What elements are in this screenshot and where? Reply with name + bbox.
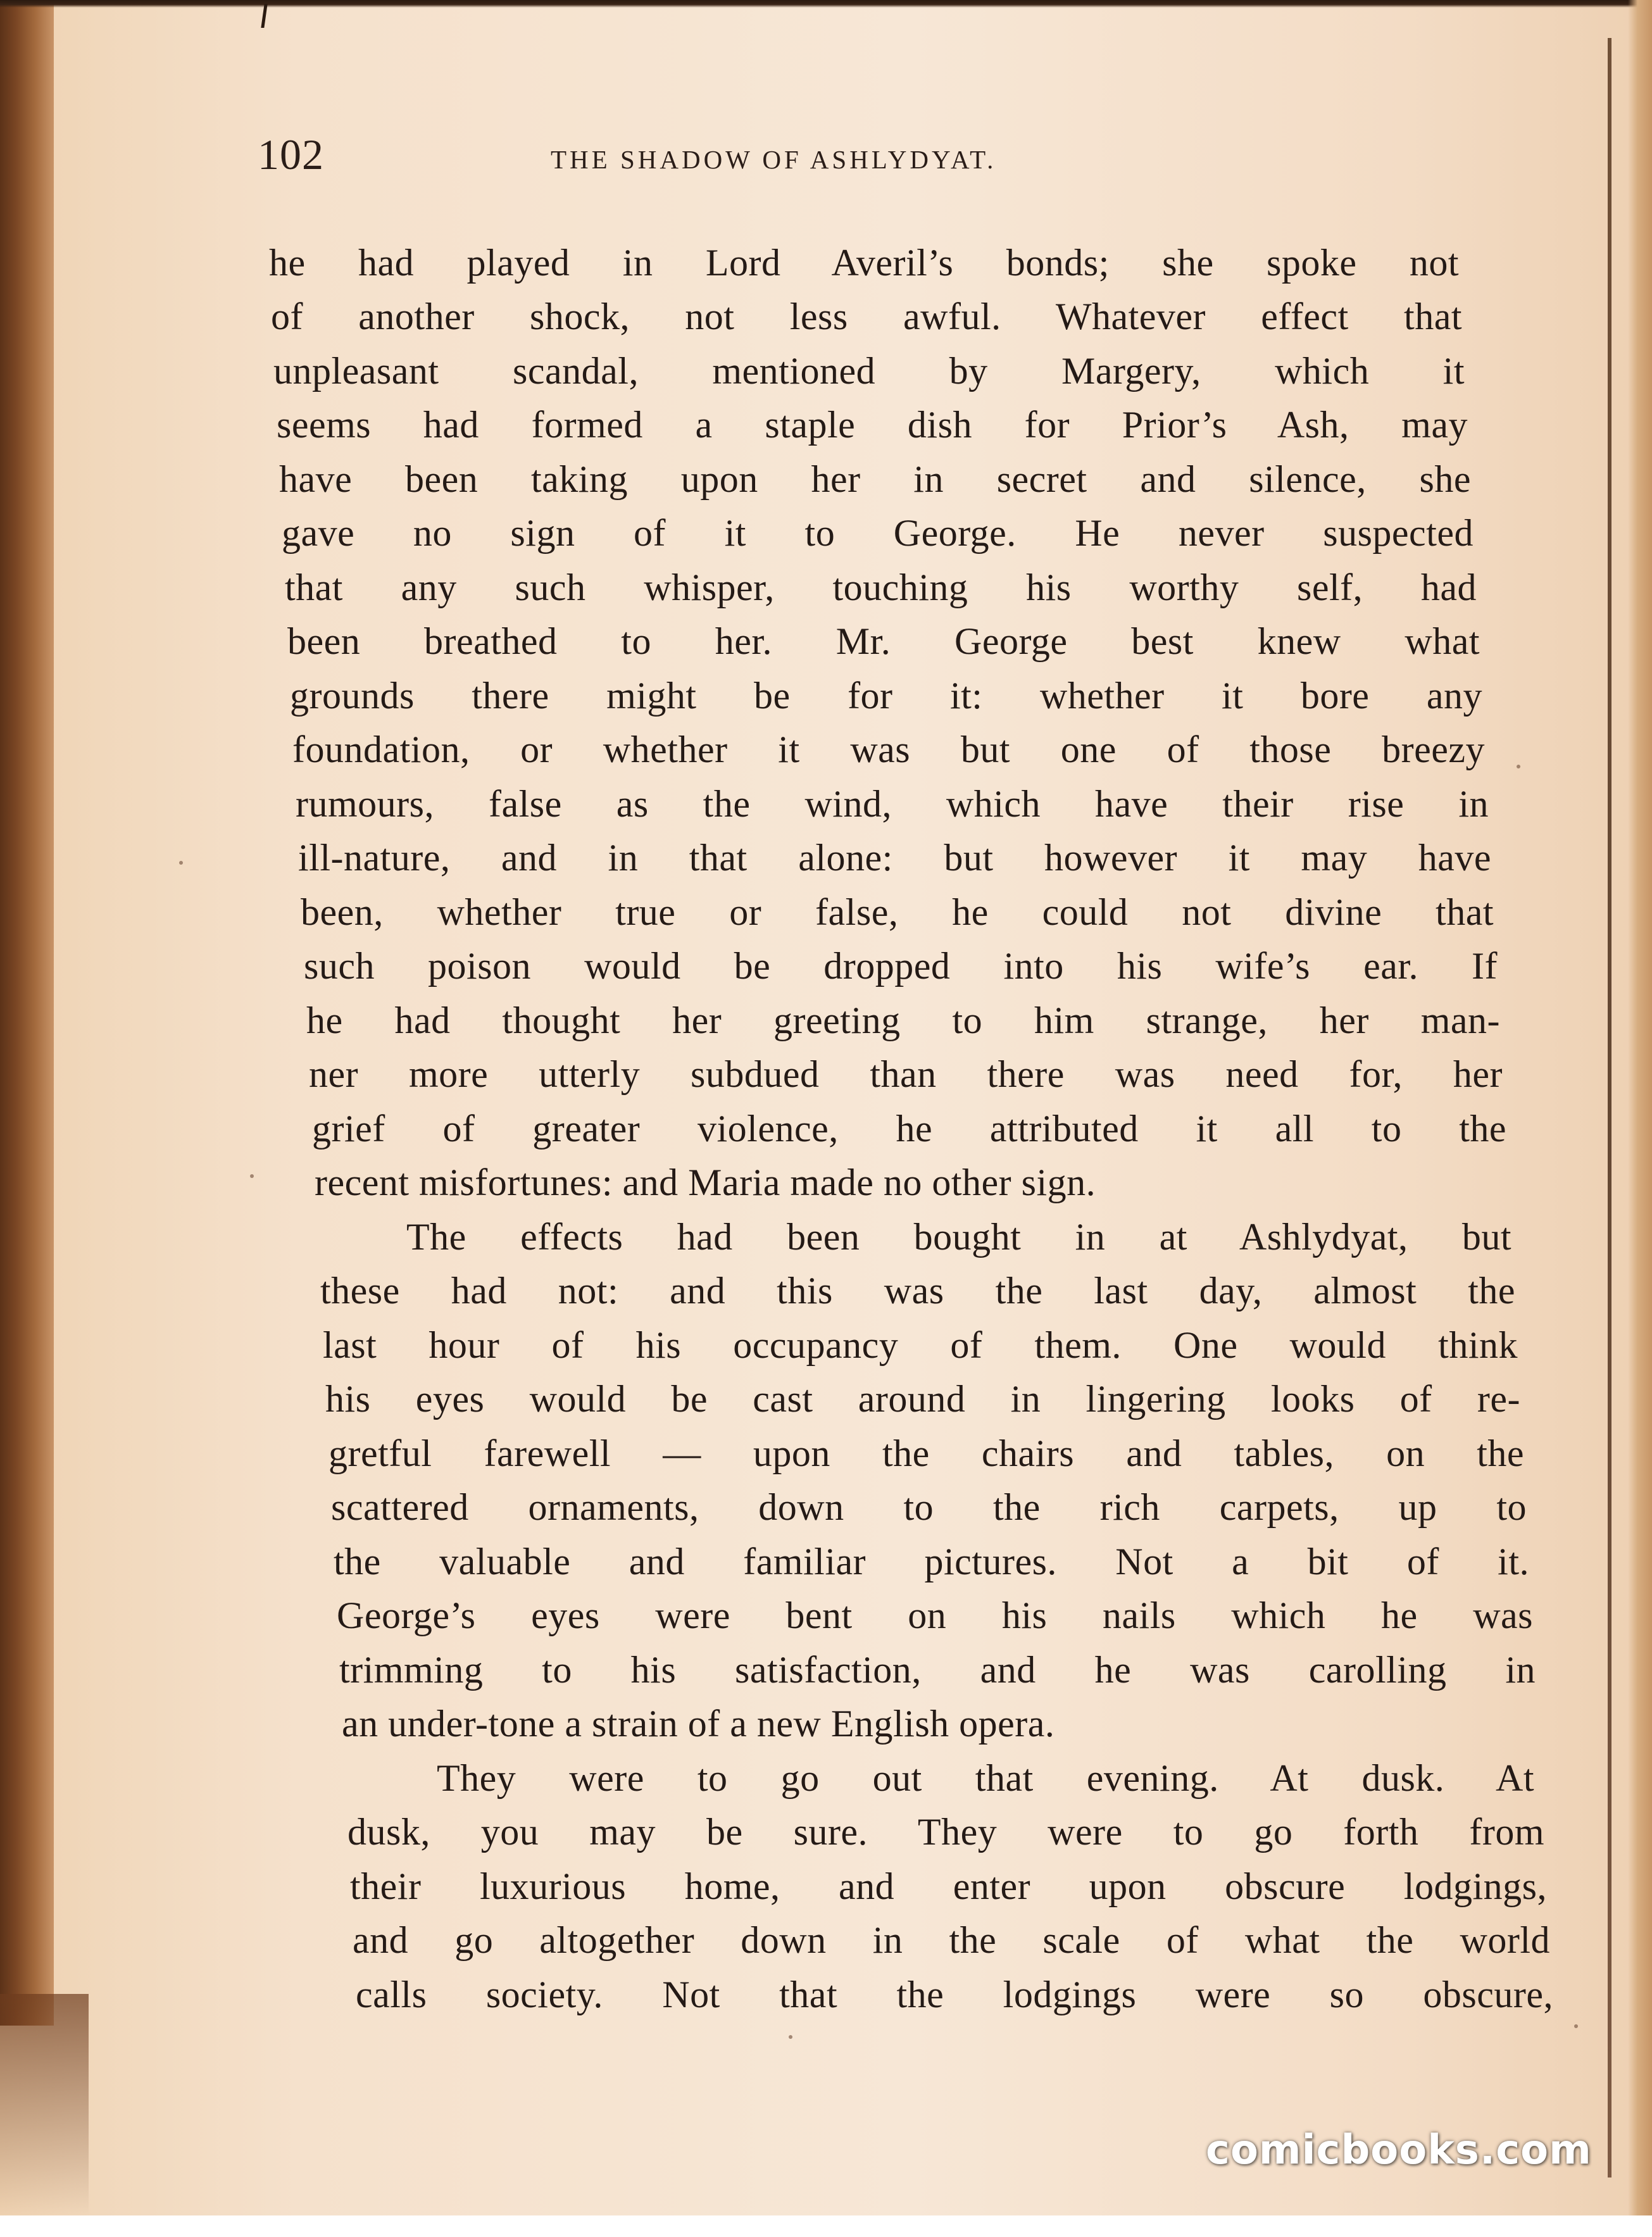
text-line: rumours, false as the wind, which have their rise in — [296, 783, 1489, 825]
text-line: last hour of his occupancy of them. One would think — [323, 1324, 1518, 1366]
text-line: George’s eyes were bent on his nails which he was — [337, 1595, 1533, 1636]
text-line: of another shock, not less awful. Whatever effect that — [271, 296, 1462, 337]
bottom-margin — [0, 2215, 1652, 2237]
text-line: The effects had been bought in at Ashlydyat, but — [406, 1216, 1511, 1258]
book-title: THE SHADOW OF ASHLYDYAT. — [551, 145, 997, 174]
text-line: these had not: and this was the last day, almost the — [320, 1270, 1515, 1312]
text-line: recent misfortunes: and Maria made no other sign. — [315, 1162, 1096, 1203]
page-number: 102 — [258, 130, 324, 179]
text-line: grief of greater violence, he attributed it all to the — [312, 1108, 1506, 1150]
text-line: he had thought her greeting to him strange, her man- — [306, 999, 1500, 1041]
text-line: his eyes would be cast around in lingering looks of re- — [325, 1378, 1520, 1420]
text-line: unpleasant scandal, mentioned by Margery, which it — [273, 350, 1465, 392]
text-line: ner more utterly subdued than there was need for, her — [309, 1053, 1503, 1095]
text-line: ill-nature, and in that alone: but however it may have — [298, 837, 1491, 879]
text-line: that any such whisper, touching his worthy self, had — [285, 567, 1477, 608]
text-line: dusk, you may be sure. They were to go forth from — [347, 1811, 1544, 1853]
text-line: have been taking upon her in secret and silence, she — [279, 458, 1471, 500]
text-line: seems had formed a staple dish for Prior’s Ash, may — [277, 404, 1468, 446]
text-line: grounds there might be for it: whether it bore any — [290, 675, 1482, 717]
text-line: scattered ornaments, down to the rich carpets, up to — [331, 1486, 1527, 1528]
text-line: foundation, or whether it was but one of those breezy — [292, 729, 1485, 770]
text-line: been, whether true or false, he could not divine that — [301, 891, 1494, 933]
text-line: he had played in Lord Averil’s bonds; she spoke not — [269, 242, 1459, 284]
text-line: such poison would be dropped into his wife’s ear. If — [304, 945, 1498, 987]
text-line: and go altogether down in the scale of what the world — [353, 1919, 1550, 1961]
text-line: been breathed to her. Mr. George best knew what — [287, 620, 1480, 662]
text-line: an under-tone a strain of a new English opera. — [342, 1703, 1055, 1745]
text-line: gave no sign of it to George. He never suspected — [282, 512, 1474, 554]
text-line: their luxurious home, and enter upon obscure lodgings, — [350, 1865, 1547, 1907]
text-line: calls society. Not that the lodgings were so obscure, — [356, 1974, 1553, 2015]
watermark-logo: comicbooks.com — [1206, 2127, 1592, 2174]
text-line: They were to go out that evening. At dusk. At — [437, 1757, 1534, 1799]
text-line: gretful farewell — upon the chairs and tables, on the — [329, 1432, 1524, 1474]
text-line: the valuable and familiar pictures. Not a bit of it. — [334, 1541, 1529, 1582]
text-line: trimming to his satisfaction, and he was carolling in — [339, 1649, 1536, 1691]
